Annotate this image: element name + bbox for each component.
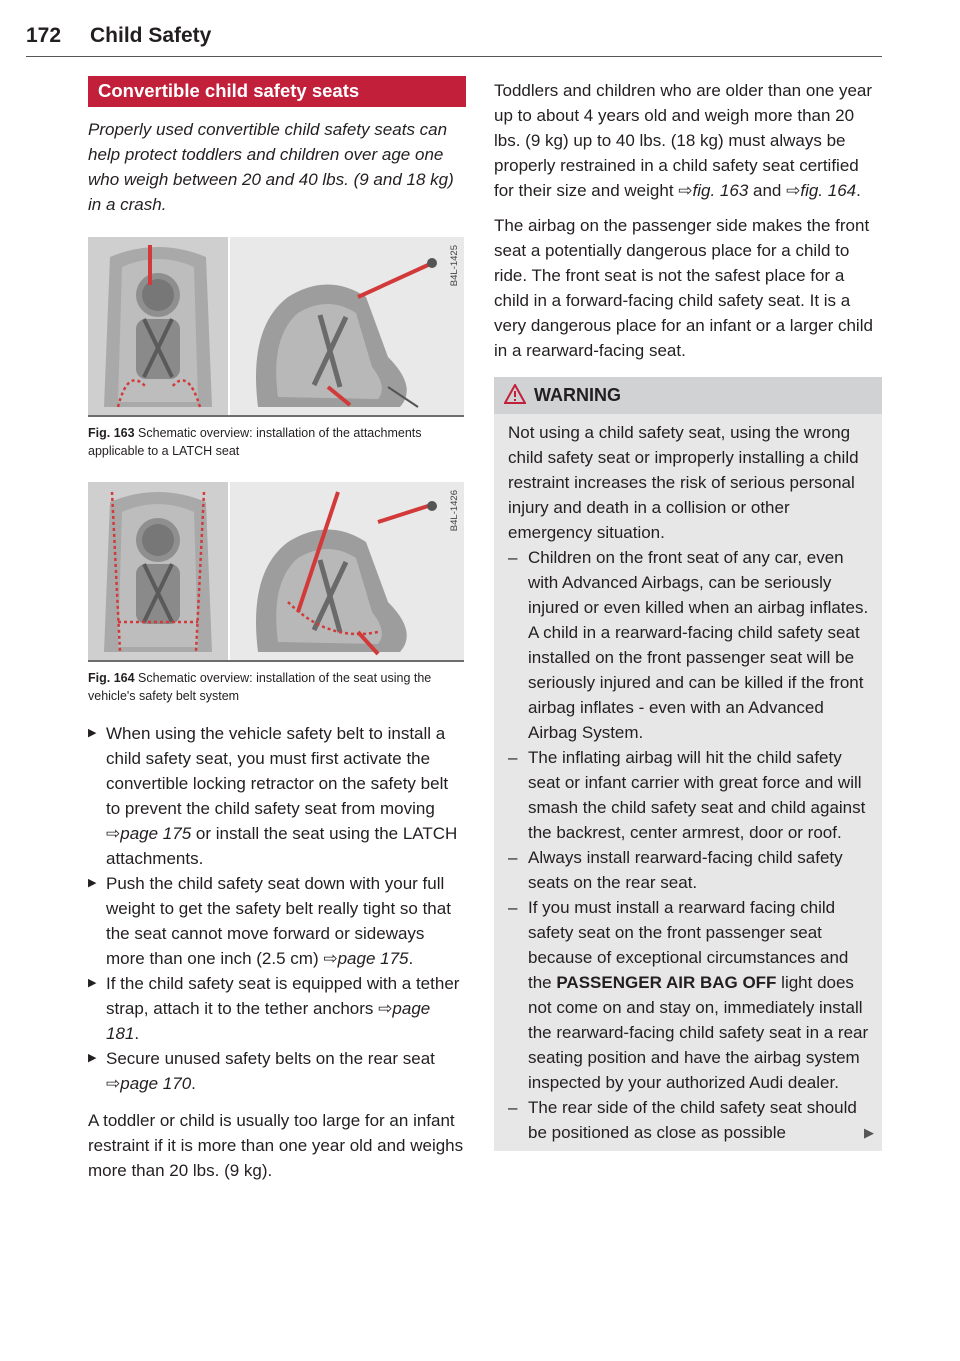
figure-164-caption-text: Schematic overview: installation of the seat using the vehicle's safety belt system <box>88 671 432 703</box>
continue-arrow-icon: ▶ <box>864 1125 874 1140</box>
figure-163-caption-text: Schematic overview: installation of the attachments applicable to a LATCH seat <box>88 426 422 458</box>
page-reference-link[interactable]: ⇨page 175 <box>323 949 409 968</box>
left-paragraph: A toddler or child is usually too large for an infant restraint if it is more than one year old and weighs more than 20 lbs. (9 kg). <box>88 1111 464 1180</box>
figure-164 <box>88 482 464 662</box>
figure-163-illustration <box>88 237 464 415</box>
left-column <box>88 76 466 1183</box>
figure-163-code: B4L-1425 <box>449 245 460 287</box>
list-item: ▶ Secure unused safety belts on the rear seat ⇨page 170. <box>88 1046 466 1096</box>
list-item: – Children on the front seat of any car, even with Advanced Airbags, can be seriously injured or even killed when an airbag inflates. A child in a rearward-facing child safety seat installed on the front passenger seat will be seriously injured and can be killed if the front airbag inflates - even with an Advanced Airbag System. <box>508 548 869 742</box>
instruction-list <box>88 721 466 1096</box>
bullet-triangle-icon: ▶ <box>88 977 97 989</box>
list-item: – The inflating airbag will hit the child safety seat or infant carrier with great force and will smash the child safety seat and child against the backrest, center armrest, door or roof. <box>508 748 866 842</box>
list-item: ▶ If the child safety seat is equipped with a tether strap, attach it to the tether anchors ⇨page 181. <box>88 971 466 1046</box>
warning-box <box>494 377 882 1151</box>
section-intro: Properly used convertible child safety seats can help protect toddlers and children over age one who weigh between 20 and 40 lbs. (9 and 18 kg) in a crash. <box>88 120 454 214</box>
warning-body <box>494 414 882 1145</box>
page-reference-link[interactable]: ⇨page 170 <box>106 1074 192 1093</box>
list-item: – Always install rearward-facing child safety seats on the rear seat. <box>508 848 843 892</box>
list-item: – The rear side of the child safety seat should be positioned as close as possible <box>508 1098 857 1142</box>
figure-164-code: B4L-1426 <box>449 490 460 532</box>
warning-intro: Not using a child safety seat, using the wrong child safety seat or improperly installing a child restraint increases the risk of serious personal injury and death in a collision or other emergency situation. <box>508 423 859 542</box>
section-title: Convertible child safety seats <box>88 76 466 107</box>
page-header <box>26 22 882 57</box>
bullet-triangle-icon: ▶ <box>88 1052 97 1064</box>
warning-title: WARNING <box>534 385 621 405</box>
list-item: – If you must install a rearward facing child safety seat on the front passenger seat because of exceptional circumstances and the PASSENGER AIR BAG OFF light does not come on and stay on, immediately install the rearward-facing child safety seat in a rear seating position and have the airbag system inspected by your authorized Audi dealer. <box>508 898 869 1092</box>
warning-triangle-icon <box>504 384 526 409</box>
figure-163-caption <box>88 424 466 460</box>
warning-header <box>494 377 882 414</box>
figure-164-label: Fig. 164 <box>88 671 135 685</box>
figure-reference-link[interactable]: ⇨fig. 163 <box>678 181 749 200</box>
right-column <box>494 78 882 1151</box>
list-item: ▶ When using the vehicle safety belt to install a child safety seat, you must first activate the convertible locking retractor on the safety belt to prevent the child safety seat from moving ⇨page 175 or install the seat using the LATCH attachments. <box>88 721 466 871</box>
page-reference-link[interactable]: ⇨page 175 <box>106 824 192 843</box>
bullet-triangle-icon: ▶ <box>88 877 97 889</box>
bullet-triangle-icon: ▶ <box>88 727 97 739</box>
right-paragraph-2: The airbag on the passenger side makes the front seat a potentially dangerous place for a child to ride. The front seat is not the safest place for a child in a forward-facing child safety seat. It is a very dangerous place for an infant or a larger child in a rearward-facing seat. <box>494 216 873 360</box>
page-number: 172 <box>26 24 62 47</box>
figure-164-illustration <box>88 482 464 660</box>
page-reference-link[interactable]: ⇨page 181 <box>106 999 431 1043</box>
figure-reference-link[interactable]: ⇨fig. 164 <box>786 181 857 200</box>
right-paragraph-1: Toddlers and children who are older than one year up to about 4 years old and weigh more than 20 lbs. (9 kg) up to 40 lbs. (18 kg) must always be properly restrained in a child safety seat certified for their size and weight ⇨fig. 163 and ⇨fig. 164. <box>494 81 873 200</box>
chapter-title: Child Safety <box>90 24 212 47</box>
figure-164-caption <box>88 669 466 705</box>
figure-163-label: Fig. 163 <box>88 426 135 440</box>
figure-163 <box>88 237 464 417</box>
list-item: ▶ Push the child safety seat down with your full weight to get the safety belt really tight so that the seat cannot move forward or sideways more than one inch (2.5 cm) ⇨page 175. <box>88 871 466 971</box>
